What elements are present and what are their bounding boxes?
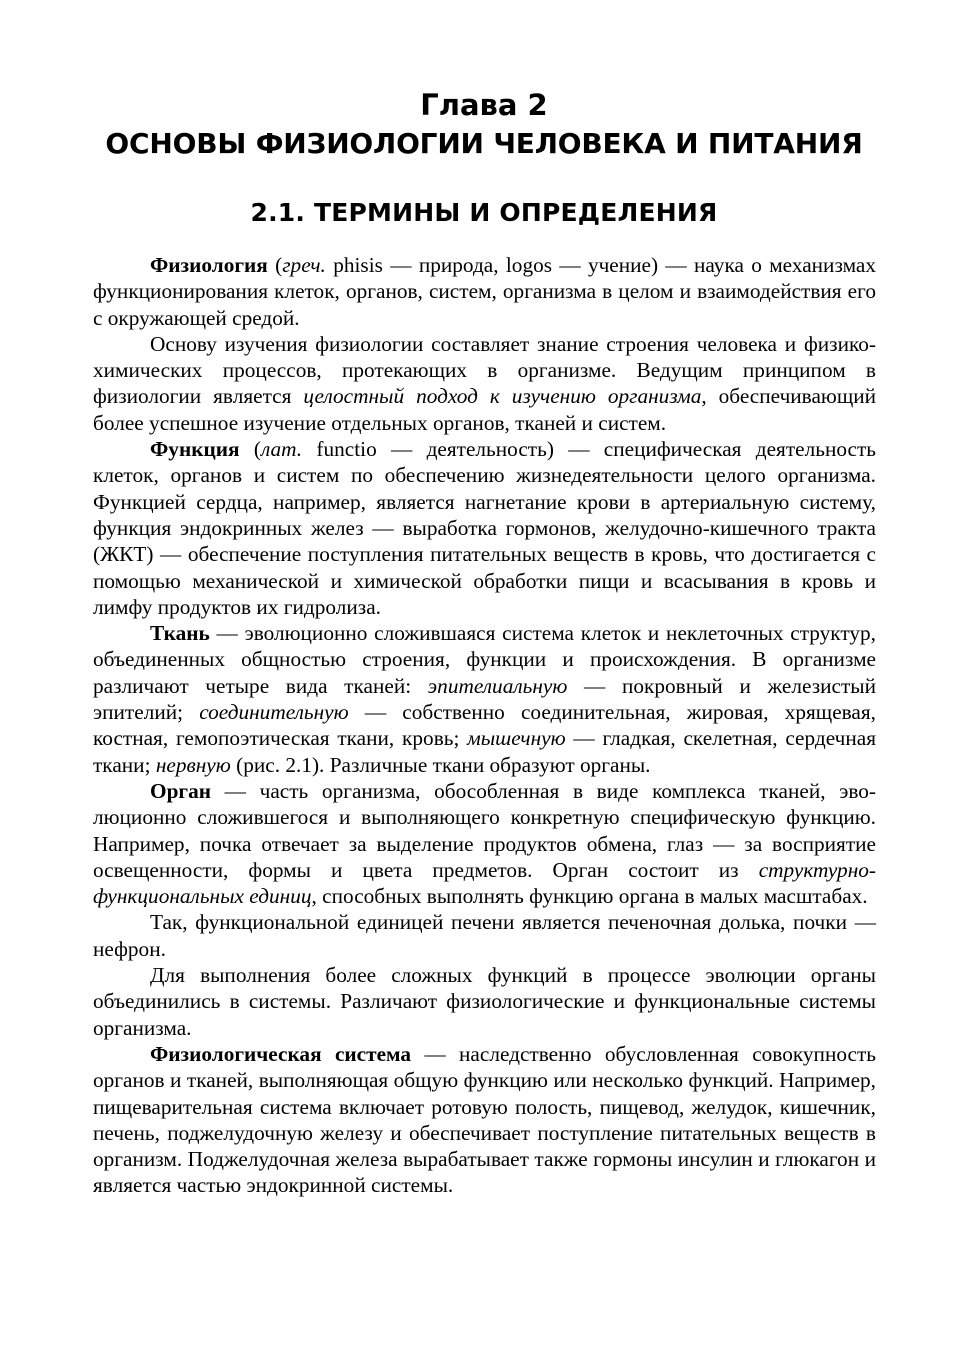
paragraph-text: functio — деятельность) — специфическая деятельность клеток, органов и систем по обеспечению жизнедеятельности целого организма. Функцией сердца, например, является нагнетание крови в артериальную систему, функция эндокринных желез — выработка гормонов, желудочно-кишечного тракта (ЖКТ) — обеспечение поступления питательных веществ в кровь, что достигается с помощью механической и химической обработки пищи и всасывания в кровь и лимфу продуктов их гидролиза. xyxy=(93,437,876,619)
chapter-title: ОСНОВЫ ФИЗИОЛОГИИ ЧЕЛОВЕКА И ПИТАНИЯ xyxy=(105,127,863,160)
term-function: Функция xyxy=(150,437,240,462)
paragraph-organ xyxy=(93,778,876,909)
paragraph-function xyxy=(93,436,876,620)
paragraph-text: (рис. 2.1). Различные ткани образуют органы. xyxy=(230,752,651,777)
section-title: 2.1. ТЕРМИНЫ И ОПРЕДЕЛЕНИЯ xyxy=(250,198,718,227)
paragraph-functional-unit xyxy=(93,909,876,962)
abbrev-latin: лат. xyxy=(260,437,303,462)
paragraph-text: , способных выполнять функцию органа в малых масштабах. xyxy=(311,884,868,909)
paragraph-physiological-system xyxy=(93,1041,876,1199)
paragraph-text: , обеспечивающий более успешное изучение отдельных органов, тканей и систем. xyxy=(93,384,877,435)
paragraph-text: — часть организма, обособленная в виде комплекса тканей, эволюционно сложившегося и выполняющего конкретную специфическую функцию. Например, почка отвечает за выделение продуктов обмена, глаз — за восприятие освещенности, формы и цвета предметов. Орган состоит из xyxy=(93,778,876,882)
term-physiology: Физиология xyxy=(150,253,268,277)
paragraph-text: — собственно соединительная, жировая, хрящевая, костная, гемопоэтическая ткани, кровь; xyxy=(93,700,876,751)
paragraph-text: — наследственно обусловленная совокупность органов и тканей, выполняющая общую функцию или несколько функций. Например, пищеварительная система включает ротовую полость, пищевод, желудок, кишечник, печень, поджелудочную железу и обеспечивает поступление питательных веществ в организм. Поджелудочная железа вырабатывает также гормоны инсулин и глюкагон и является частью эндокринной системы. xyxy=(93,1041,876,1198)
emphasis-connective: соединительную xyxy=(199,700,349,725)
emphasis-muscular: мышечную xyxy=(467,726,566,751)
emphasis-nervous: нервную xyxy=(155,752,231,777)
emphasis-holistic-approach: целостный подход к изучению организма xyxy=(303,384,702,409)
paragraph-text: Так, функциональной единицей печени является печеночная долька, почки — нефрон. xyxy=(93,910,876,961)
paragraph-text: ( xyxy=(239,437,261,462)
term-tissue: Ткань xyxy=(150,621,210,646)
paragraph-physiology-basis xyxy=(93,331,876,436)
paragraph-text: — покровный и железистый эпителий; xyxy=(93,673,876,725)
emphasis-functional-units: структурно-функциональных единиц xyxy=(93,857,876,909)
body-text xyxy=(93,252,876,1199)
paragraph-tissue xyxy=(93,620,876,778)
paragraph-systems xyxy=(93,962,876,1041)
emphasis-epithelial: эпителиальную xyxy=(427,673,568,698)
paragraph-text: Основу изучения физиологии составляет знание строения человека и физико-химических процессов, протекающих в организме. Ведущим принципом в физиологии является xyxy=(93,331,876,409)
abbrev-greek: греч. xyxy=(282,253,326,277)
paragraph-physiology xyxy=(93,252,876,331)
term-physiological-system: Физиологическая система xyxy=(150,1041,412,1066)
paragraph-text: — эволюционно сложившаяся система клеток и неклеточных структур, объединенных общностью строения, функции и происхождения. В организме различают четыре вида тканей: xyxy=(93,621,876,698)
paragraph-text: — гладкая, скелетная, сердечная ткани; xyxy=(93,726,876,777)
paragraph-text: ( xyxy=(267,253,283,277)
paragraph-text: phisis — природа, logos — учение) — наука о механизмах функционирования клеток, органов, систем, организма в целом и взаимодействия его с окружающей средой. xyxy=(93,253,877,330)
paragraph-text: Для выполнения более сложных функций в процессе эволюции органы объединились в системы. Различают физиологические и функциональные системы организма. xyxy=(93,963,876,1040)
chapter-number: Глава 2 xyxy=(420,88,548,122)
term-organ: Орган xyxy=(150,778,211,803)
